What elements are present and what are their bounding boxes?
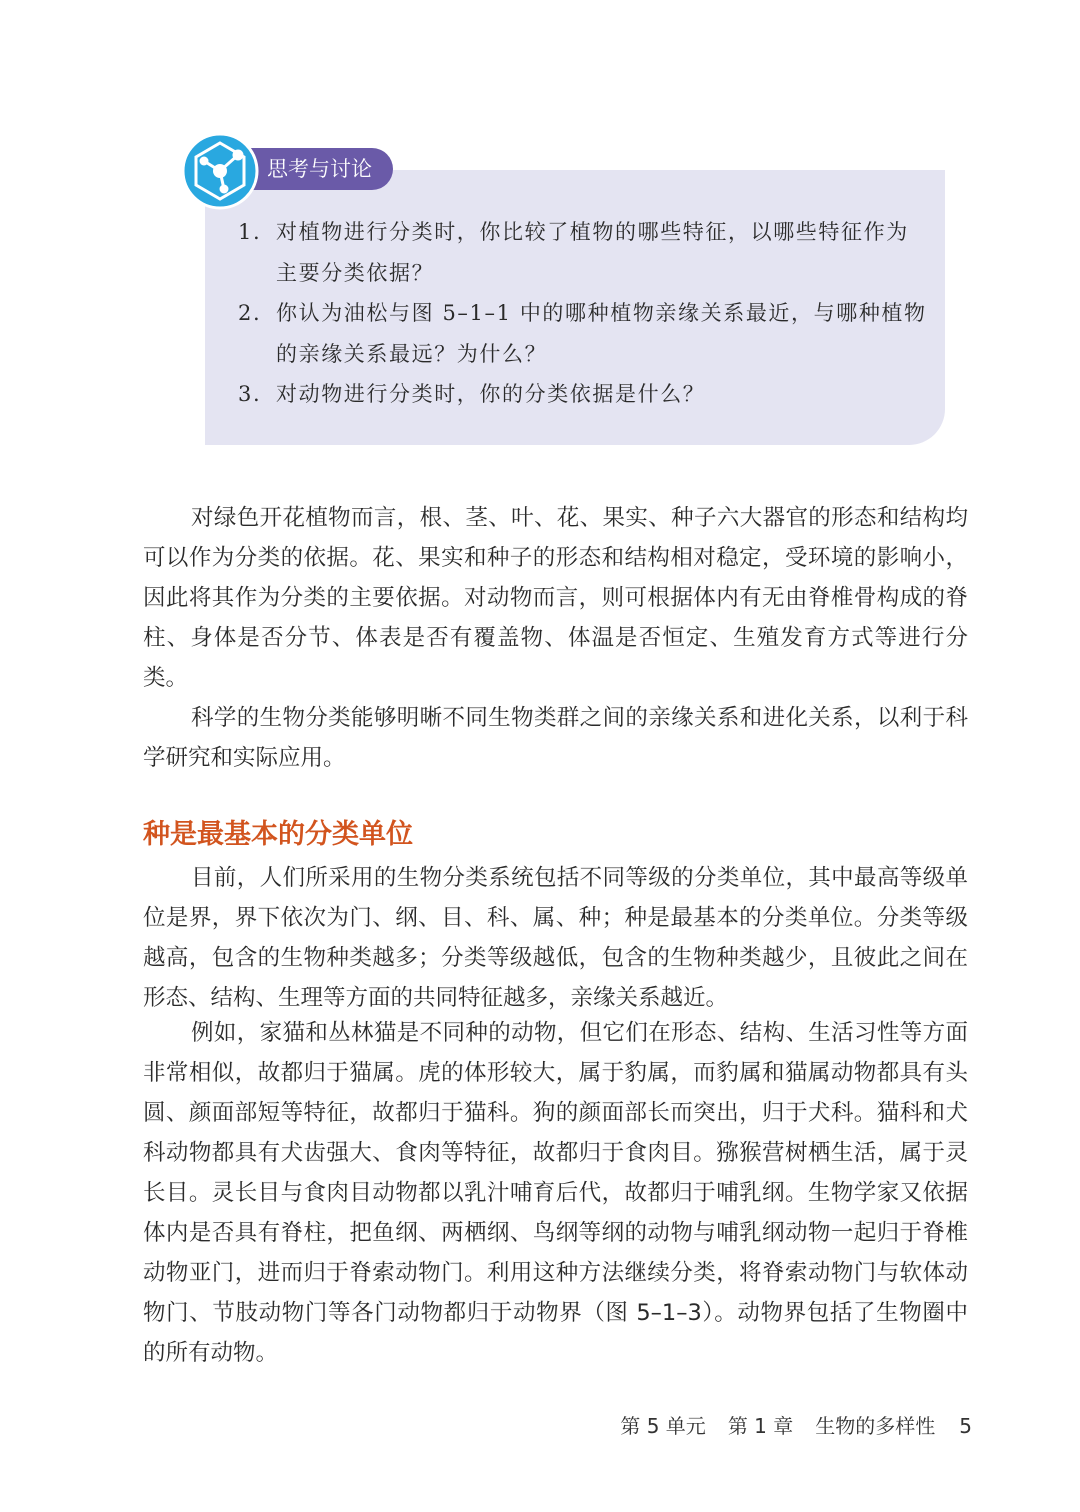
footer-chapter-title: 生物的多样性 — [815, 1414, 936, 1438]
question-number: 3. — [238, 382, 262, 406]
section-heading: 种是最基本的分类单位 — [143, 819, 413, 850]
paragraph-plant-classification: 对绿色开花植物而言，根、茎、叶、花、果实、种子六大器官的形态和结构均可以作为分类的依据。花、果实和种子的形态和结构相对稳定，受环境的影响小，因此将其作为分类的主要依据。对动物而言，则可根据体内有无由脊椎骨构成的脊柱、身体是否分节、体表是否有覆盖物、体温是否恒定、生殖发育方式等进行分类。 — [143, 505, 968, 691]
list-item — [238, 293, 928, 374]
discussion-questions — [238, 212, 928, 415]
molecule-icon — [180, 131, 260, 211]
paragraph-cat-example: 例如，家猫和丛林猫是不同种的动物，但它们在形态、结构、生活习性等方面非常相似，故都归于猫属。虎的体形较大，属于豹属，而豹属和猫属动物都具有头圆、颜面部短等特征，故都归于猫科。狗的颜面部长而突出，归于犬科。猫科和犬科动物都具有犬齿强大、食肉等特征，故都归于食肉目。猕猴营树栖生活，属于灵长目。灵长目与食肉目动物都以乳汁哺育后代，故都归于哺乳纲。生物学家又依据体内是否具有脊柱，把鱼纲、两栖纲、鸟纲等纲的动物与哺乳纲动物一起归于脊椎动物亚门，进而归于脊索动物门。利用这种方法继续分类，将脊索动物门与软体动物门、节肢动物门等各门动物都归于动物界（图 5–1–3）。动物界包括了生物圈中的所有动物。 — [143, 1020, 968, 1366]
question-text: 对植物进行分类时，你比较了植物的哪些特征，以哪些特征作为主要分类依据？ — [276, 220, 909, 285]
question-number: 2. — [238, 301, 262, 325]
question-number: 1. — [238, 220, 262, 244]
question-text: 对动物进行分类时，你的分类依据是什么？ — [276, 382, 706, 406]
paragraph-taxonomic-ranks: 目前，人们所采用的生物分类系统包括不同等级的分类单位，其中最高等级单位是界，界下依次为门、纲、目、科、属、种；种是最基本的分类单位。分类等级越高，包含的生物种类越多；分类等级越低，包含的生物种类越少，且彼此之间在形态、结构、生理等方面的共同特征越多，亲缘关系越近。 — [143, 865, 968, 1011]
question-text: 你认为油松与图 5–1–1 中的哪种植物亲缘关系最近，与哪种植物的亲缘关系最远？为什么？ — [276, 301, 927, 366]
discussion-title: 思考与讨论 — [235, 148, 393, 190]
list-item — [238, 374, 928, 415]
list-item — [238, 212, 928, 293]
page-number: 5 — [959, 1414, 972, 1438]
footer-chapter: 第 1 章 — [727, 1414, 794, 1438]
footer-unit: 第 5 单元 — [620, 1414, 706, 1438]
page-footer — [620, 1410, 972, 1439]
paragraph-scientific-classification: 科学的生物分类能够明晰不同生物类群之间的亲缘关系和进化关系，以利于科学研究和实际应用。 — [143, 705, 968, 771]
